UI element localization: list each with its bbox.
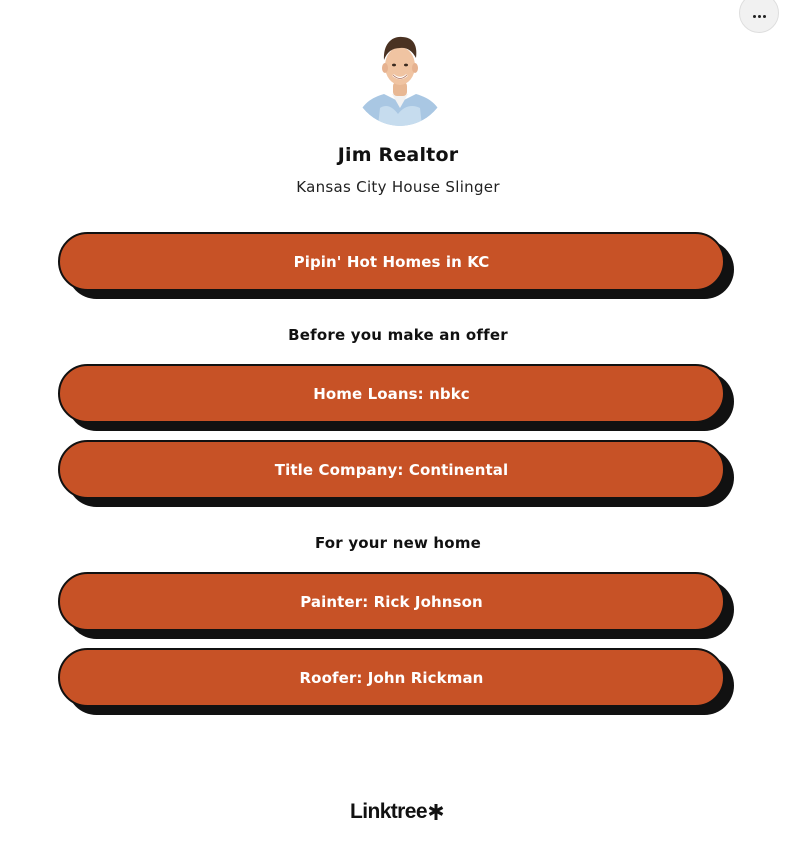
more-options-button[interactable]: [739, 0, 779, 33]
link-button-title-company[interactable]: Title Company: Continental: [58, 440, 725, 499]
section-header-new-home: For your new home: [314, 534, 482, 552]
link-button-pipin-hot-homes[interactable]: Pipin' Hot Homes in KC: [58, 232, 725, 291]
link-button-roofer[interactable]: Roofer: John Rickman: [58, 648, 725, 707]
avatar: [352, 28, 448, 126]
profile-name: Jim Realtor: [337, 144, 459, 166]
avatar-photo: [352, 28, 448, 126]
more-dots-icon: [753, 15, 766, 18]
linktree-logo[interactable]: [350, 800, 444, 824]
linktree-asterisk-icon: [428, 803, 444, 821]
profile-bio: Kansas City House Slinger: [296, 178, 500, 196]
link-button-painter[interactable]: Painter: Rick Johnson: [58, 572, 725, 631]
linktree-logo-text: Linktree: [350, 800, 427, 823]
link-button-home-loans[interactable]: Home Loans: nbkc: [58, 364, 725, 423]
section-header-before-offer: Before you make an offer: [288, 326, 508, 344]
